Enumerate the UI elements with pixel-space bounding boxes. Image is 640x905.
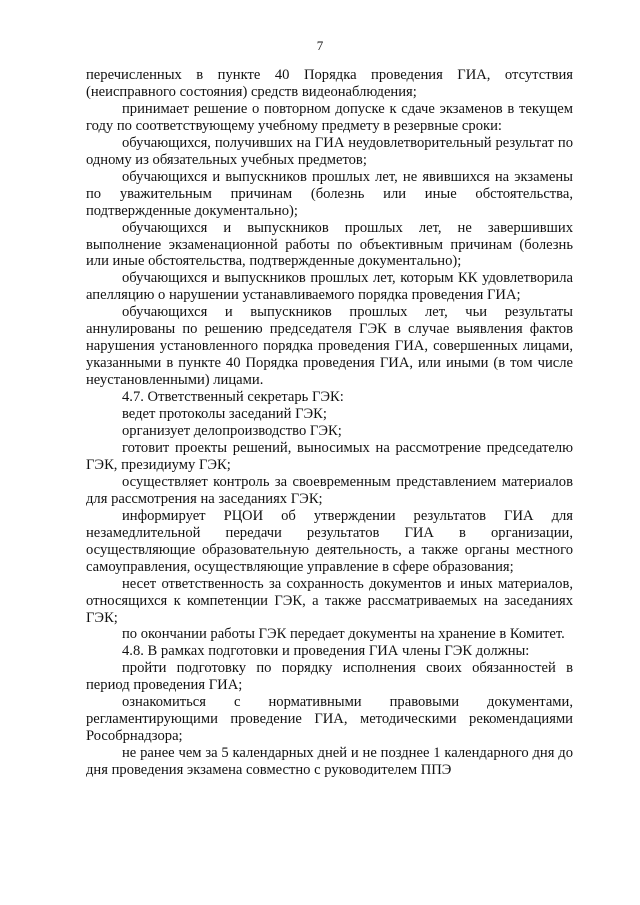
section-heading: 4.7. Ответственный секретарь ГЭК: xyxy=(122,389,344,406)
paragraph: перечисленных в пункте 40 Порядка проведения ГИА, отсутствия (неисправного состояния) средств видеонаблюдения; xyxy=(86,67,573,100)
paragraph: ведет протоколы заседаний ГЭК; xyxy=(122,406,327,423)
paragraph: обучающихся, получивших на ГИА неудовлетворительный результат по одному из обязательных учебных предметов; xyxy=(86,134,573,168)
paragraph: ознакомиться с нормативными правовыми документами, регламентирующими проведение ГИА, методическими рекомендациями Рособрнадзора; xyxy=(86,694,573,745)
paragraph: обучающихся и выпускников прошлых лет, не явившихся на экзамены по уважительным причинам (болезнь или иные обстоятельства, подтвержденные документально); xyxy=(86,168,573,219)
paragraph: готовит проекты решений, выносимых на рассмотрение председателю ГЭК, президиуму ГЭК; xyxy=(86,439,573,473)
paragraph: информирует РЦОИ об утверждении результатов ГИА для незамедлительной передачи результатов ГИА в организации, осуществляющие образовательную деятельность, а также органы местного самоуправления, осуществляющие управление в сфере образования; xyxy=(86,507,573,575)
paragraph: не ранее чем за 5 календарных дней и не позднее 1 календарного дня до дня проведения экзамена совместно с руководителем ППЭ xyxy=(86,745,573,779)
paragraph: осуществляет контроль за своевременным представлением материалов для рассмотрения на заседаниях ГЭК; xyxy=(86,473,573,507)
page-number: 7 xyxy=(316,38,324,53)
document-body xyxy=(86,67,573,779)
paragraph: пройти подготовку по порядку исполнения своих обязанностей в период проведения ГИА; xyxy=(86,660,573,694)
paragraph: обучающихся и выпускников прошлых лет, не завершивших выполнение экзаменационной работы по объективным причинам (болезнь или иные обстоятельства, подтвержденные документально); xyxy=(86,219,573,270)
paragraph: организует делопроизводство ГЭК; xyxy=(122,423,342,440)
paragraph: обучающихся и выпускников прошлых лет, чьи результаты аннулированы по решению председателя ГЭК в случае выявления фактов нарушения установленного порядка проведения ГИА, совершенных лицами, указанными в пункте 40 Порядка проведения ГИА, или иными (в том числе неустановленными) лицами. xyxy=(86,304,573,389)
paragraph: принимает решение о повторном допуске к сдаче экзаменов в текущем году по соответствующему учебному предмету в резервные сроки: xyxy=(86,100,573,134)
paragraph: обучающихся и выпускников прошлых лет, которым КК удовлетворила апелляцию о нарушении устанавливаемого порядка проведения ГИА; xyxy=(86,270,573,304)
section-heading: 4.8. В рамках подготовки и проведения ГИА члены ГЭК должны: xyxy=(122,643,530,660)
paragraph: по окончании работы ГЭК передает документы на хранение в Комитет. xyxy=(122,626,565,643)
paragraph: несет ответственность за сохранность документов и иных материалов, относящихся к компетенции ГЭК, а также рассматриваемых на заседаниях ГЭК; xyxy=(86,575,573,626)
